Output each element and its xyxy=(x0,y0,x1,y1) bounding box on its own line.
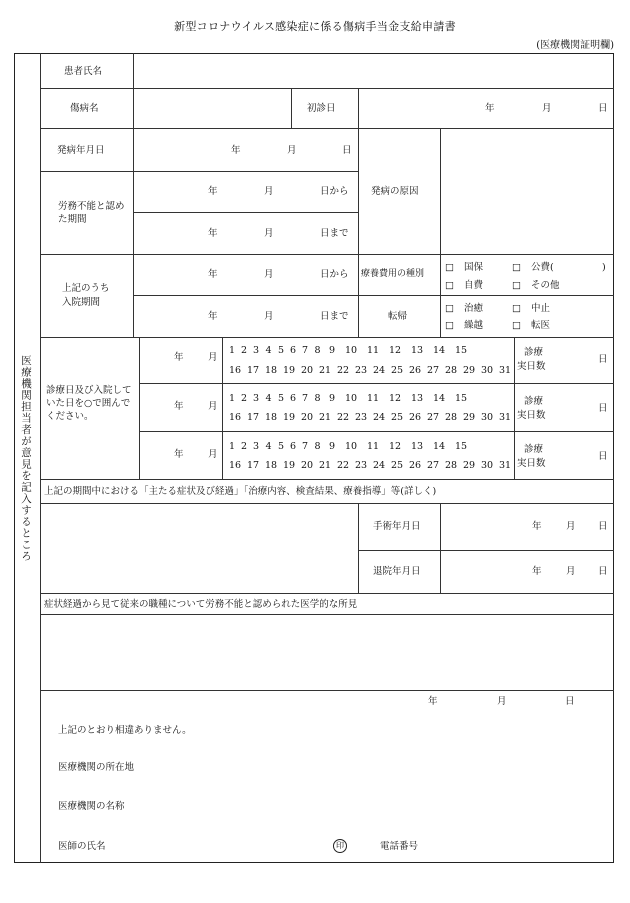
patient-name-label: 患者氏名 xyxy=(64,66,103,77)
hospital-period-label-1: 上記のうち xyxy=(62,283,110,294)
injury-name-label: 傷病名 xyxy=(70,103,99,114)
disability-period-label: 労務不能と認めた期間 xyxy=(58,201,125,225)
calendar-days-row-2b[interactable]: 16 17 18 19 20 21 22 23 24 25 26 27 28 29 30 31 xyxy=(228,412,512,423)
certify-text: 上記のとおり相違ありません。 xyxy=(58,725,192,736)
cause-label: 発病の原因 xyxy=(371,186,419,197)
medical-cost-type-label: 療養費用の種別 xyxy=(361,269,425,279)
first-visit-label: 初診日 xyxy=(307,103,336,114)
cost-checkbox-self[interactable]: □ xyxy=(445,280,454,291)
calendar-days-row-1b[interactable]: 16 17 18 19 20 21 22 23 24 25 26 27 28 29 30 31 xyxy=(228,365,512,376)
document-title: 新型コロナウイルス感染症に係る傷病手当金支給申請書 xyxy=(174,20,456,33)
calendar-days-row-3b[interactable]: 16 17 18 19 20 21 22 23 24 25 26 27 28 29 30 31 xyxy=(228,460,512,471)
surgery-date-label: 手術年月日 xyxy=(373,521,421,532)
discharge-date-label: 退院年月日 xyxy=(373,566,421,577)
hospital-period-label-2: 入院期間 xyxy=(62,297,101,308)
calendar-days-row-1a[interactable]: 1 2 3 4 5 6 7 8 9 10 11 12 13 14 15 xyxy=(228,345,468,356)
symptoms-header: 上記の期間中における「主たる症状及び経過」「治療内容、検査結果、療養指導」等(詳しく) xyxy=(44,486,437,497)
document-subtitle: (医療機関証明欄) xyxy=(536,40,614,51)
cost-checkbox-public[interactable]: □ xyxy=(512,262,521,273)
findings-header: 症状経過から見て従来の職種について労務不能と認められた医学的な所見 xyxy=(44,599,358,610)
outcome-checkbox-transfer[interactable]: □ xyxy=(512,320,521,331)
phone-label: 電話番号 xyxy=(380,841,419,852)
calendar-days-row-3a[interactable]: 1 2 3 4 5 6 7 8 9 10 11 12 13 14 15 xyxy=(228,441,468,452)
cost-checkbox-other[interactable]: □ xyxy=(512,280,521,291)
seal-icon: 印 xyxy=(333,839,347,853)
outcome-checkbox-carried[interactable]: □ xyxy=(445,320,454,331)
facility-name-label: 医療機関の名称 xyxy=(58,801,125,812)
outcome-label: 転帰 xyxy=(388,311,408,322)
divider xyxy=(40,53,41,863)
cost-checkbox-national[interactable]: □ xyxy=(445,262,454,273)
outcome-checkbox-cured[interactable]: □ xyxy=(445,303,454,314)
onset-date-label: 発病年月日 xyxy=(57,145,105,156)
facility-address-label: 医療機関の所在地 xyxy=(58,762,135,773)
side-label: 医療機関担当者が意見を記入するところ xyxy=(20,355,32,562)
outcome-checkbox-suspended[interactable]: □ xyxy=(512,303,521,314)
calendar-days-row-2a[interactable]: 1 2 3 4 5 6 7 8 9 10 11 12 13 14 15 xyxy=(228,393,468,404)
treatment-days-label: 診療日及び入院していた日を○で囲んでください。 xyxy=(46,385,132,422)
doctor-name-label: 医師の氏名 xyxy=(58,841,106,852)
